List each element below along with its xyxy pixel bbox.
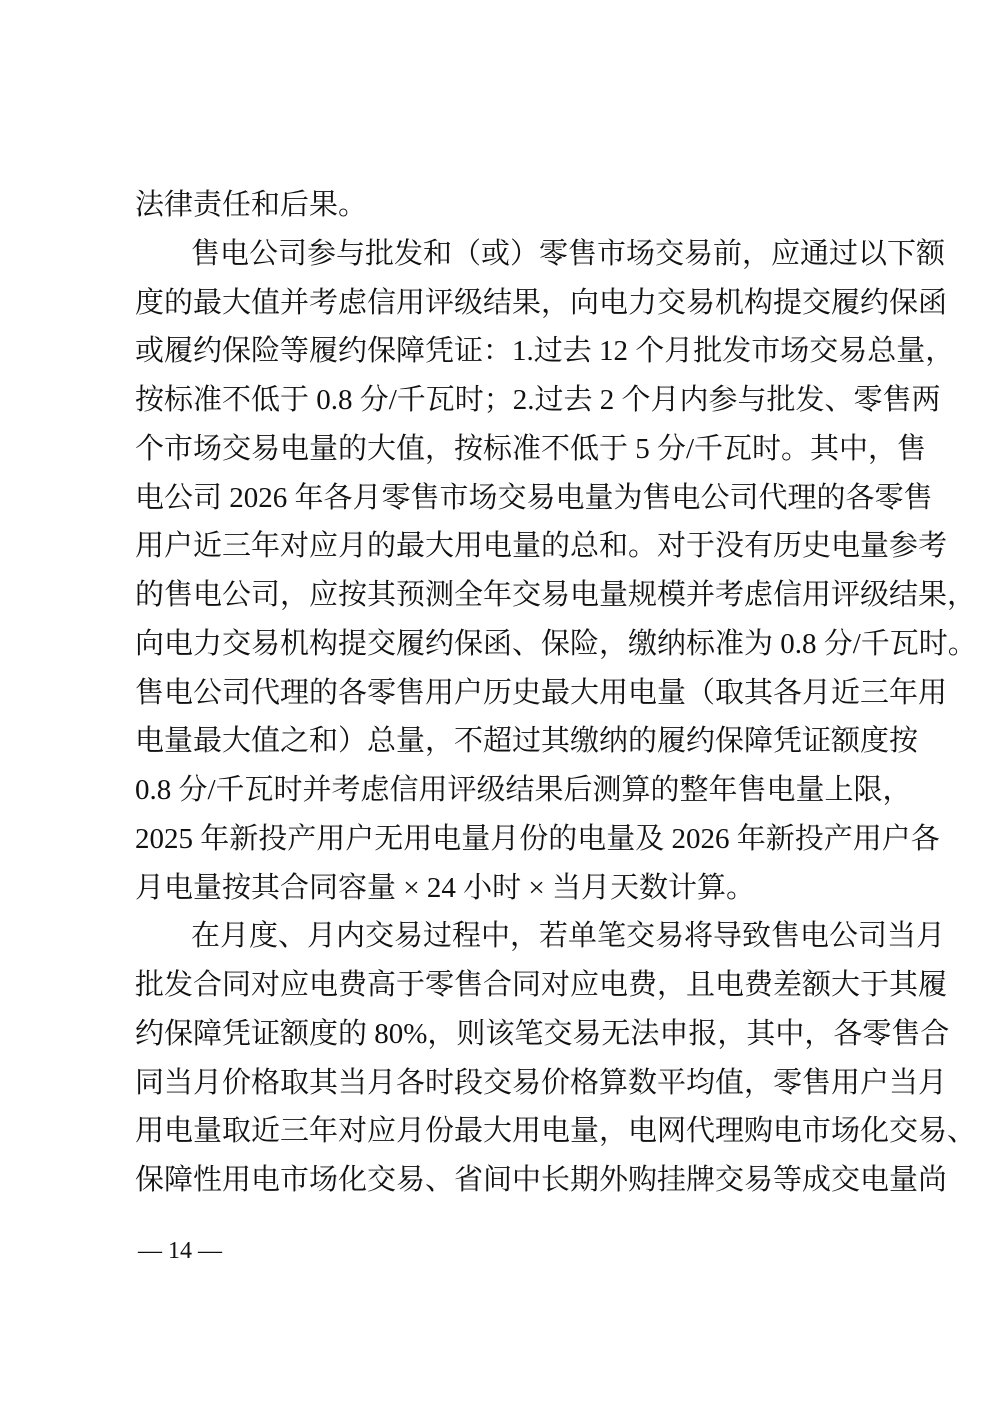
paragraph-start-line: 售电公司参与批发和（或）零售市场交易前，应通过以下额	[191, 237, 946, 270]
text-line: 向电力交易机构提交履约保函、保险，缴纳标准为 0.8 分/千瓦时。	[135, 627, 977, 660]
text-line: 0.8 分/千瓦时并考虑信用评级结果后测算的整年售电量上限，	[135, 774, 912, 806]
paragraph-start-line: 在月度、月内交易过程中，若单笔交易将导致售电公司当月	[191, 920, 946, 953]
text-line: 用户近三年对应月的最大用电量的总和。对于没有历史电量参考	[135, 530, 948, 563]
text-line: 保障性用电市场化交易、省间中长期外购挂牌交易等成交电量尚	[135, 1164, 948, 1196]
text-line: 月电量按其合同容量 × 24 小时 × 当月天数计算。	[135, 871, 755, 904]
text-line: 电量最大值之和）总量，不超过其缴纳的履约保障凭证额度按	[135, 725, 919, 758]
text-line: 批发合同对应电费高于零售合同对应电费，且电费差额大于其履	[135, 969, 948, 1001]
text-line: 的售电公司，应按其预测全年交易电量规模并考虑信用评级结果，	[135, 579, 977, 611]
text-line: 度的最大值并考虑信用评级结果，向电力交易机构提交履约保函	[135, 286, 948, 319]
document-body	[135, 181, 977, 1205]
text-line: 约保障凭证额度的 80%，则该笔交易无法申报，其中，各零售合	[135, 1017, 950, 1050]
text-line: 用电量取近三年对应月份最大用电量，电网代理购电市场化交易、	[135, 1115, 977, 1148]
text-line: 同当月价格取其当月各时段交易价格算数平均值，零售用户当月	[135, 1066, 948, 1099]
text-line: 或履约保险等履约保障凭证：1.过去 12 个月批发市场交易总量，	[135, 335, 955, 368]
text-line: 按标准不低于 0.8 分/千瓦时；2.过去 2 个月内参与批发、零售两	[135, 384, 941, 416]
text-line: 法律责任和后果。	[135, 189, 368, 221]
text-line: 电公司 2026 年各月零售市场交易电量为售电公司代理的各零售	[135, 481, 933, 514]
text-line: 2025 年新投产用户无用电量月份的电量及 2026 年新投产用户各	[135, 822, 940, 855]
page-number: — 14 —	[138, 1238, 222, 1264]
text-line: 个市场交易电量的大值，按标准不低于 5 分/千瓦时。其中，售	[135, 432, 927, 465]
text-line: 售电公司代理的各零售用户历史最大用电量（取其各月近三年用	[135, 676, 948, 709]
